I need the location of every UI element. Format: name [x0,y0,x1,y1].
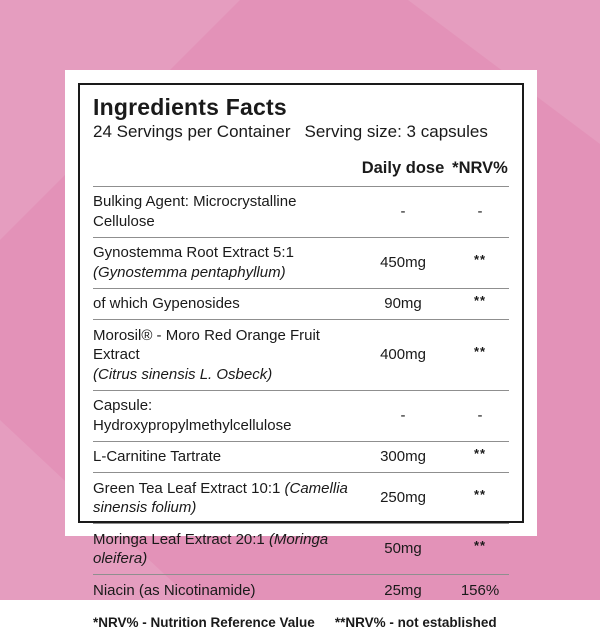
ingredient-row [93,473,509,524]
daily-dose-value: 250mg [380,489,426,507]
ingredient-name: Morosil® - Moro Red Orange Fruit Extract (Citrus sinensis L. Osbeck) [93,326,355,385]
nrv-value: 156% [460,581,500,599]
nrv-value [451,539,509,559]
ingredient-name: L-Carnitine Tartrate [93,448,222,466]
servings-per-container: 24 Servings per Container [93,122,291,142]
footnote-nrv-definition: *NRV% - Nutrition Reference Value [93,614,315,630]
not-established-asterisks: ** [473,344,487,360]
ingredients-label-card [65,70,537,630]
daily-dose-value: - [400,202,406,220]
ingredient-row [93,442,509,474]
ingredient-name: Capsule: Hydroxypropylmethylcellulose [93,397,292,434]
ingredient-latin-name: (Gynostemma pentaphyllum) [93,263,286,281]
nrv-value [451,345,509,365]
nrv-value [451,294,509,314]
not-established-asterisks: ** [473,251,487,267]
ingredient-name: Green Tea Leaf Extract 10:1 (Camellia sinensis folium) [93,479,348,517]
ingredient-name: Bulking Agent: Microcrystalline Cellulose [93,193,297,230]
daily-dose-value: - [400,406,406,424]
ingredient-name: of which Gypenosides [93,295,240,313]
serving-size: Serving size: 3 capsules [304,122,488,142]
not-established-asterisks: ** [473,293,487,309]
nrv-value: - [477,406,483,424]
nrv-value [451,488,509,508]
daily-dose-column-header: Daily dose [361,158,445,177]
daily-dose-value: 450mg [380,253,426,271]
nrv-value [451,447,509,467]
ingredient-row [93,238,509,289]
ingredient-row [93,391,509,442]
ingredient-row [93,320,509,391]
daily-dose-value: 50mg [384,540,422,558]
footnote [93,608,509,630]
ingredient-row [93,524,509,575]
not-established-asterisks: ** [473,446,487,462]
label-border-box [78,83,524,630]
footnote-not-established: **NRV% - not established [334,614,497,630]
daily-dose-value: 400mg [380,346,426,364]
table-column-header [93,148,509,187]
ingredient-name: Moringa Leaf Extract 20:1 (Moringa oleifera) [93,530,329,568]
daily-dose-value: 90mg [384,295,422,313]
not-established-asterisks: ** [473,487,487,503]
nrv-value: - [477,202,483,220]
ingredient-latin-name: (Moringa oleifera) [93,530,329,568]
ingredient-row [93,575,509,606]
nrv-value [451,253,509,273]
ingredient-name: Niacin (as Nicotinamide) [93,581,256,599]
ingredients-table-body [93,187,509,606]
daily-dose-value: 25mg [384,581,422,599]
ingredient-name: Gynostemma Root Extract 5:1 (Gynostemma pentaphyllum) [93,243,355,282]
servings-line [93,121,509,142]
daily-dose-value: 300mg [380,448,426,466]
ingredient-row [93,289,509,321]
ingredient-latin-name: (Citrus sinensis L. Osbeck) [93,365,273,383]
not-established-asterisks: ** [473,538,487,554]
nrv-column-header: *NRV% [452,158,508,177]
label-title: Ingredients Facts [93,94,287,120]
ingredient-row [93,187,509,238]
ingredient-latin-name: (Camellia sinensis folium) [93,479,348,517]
